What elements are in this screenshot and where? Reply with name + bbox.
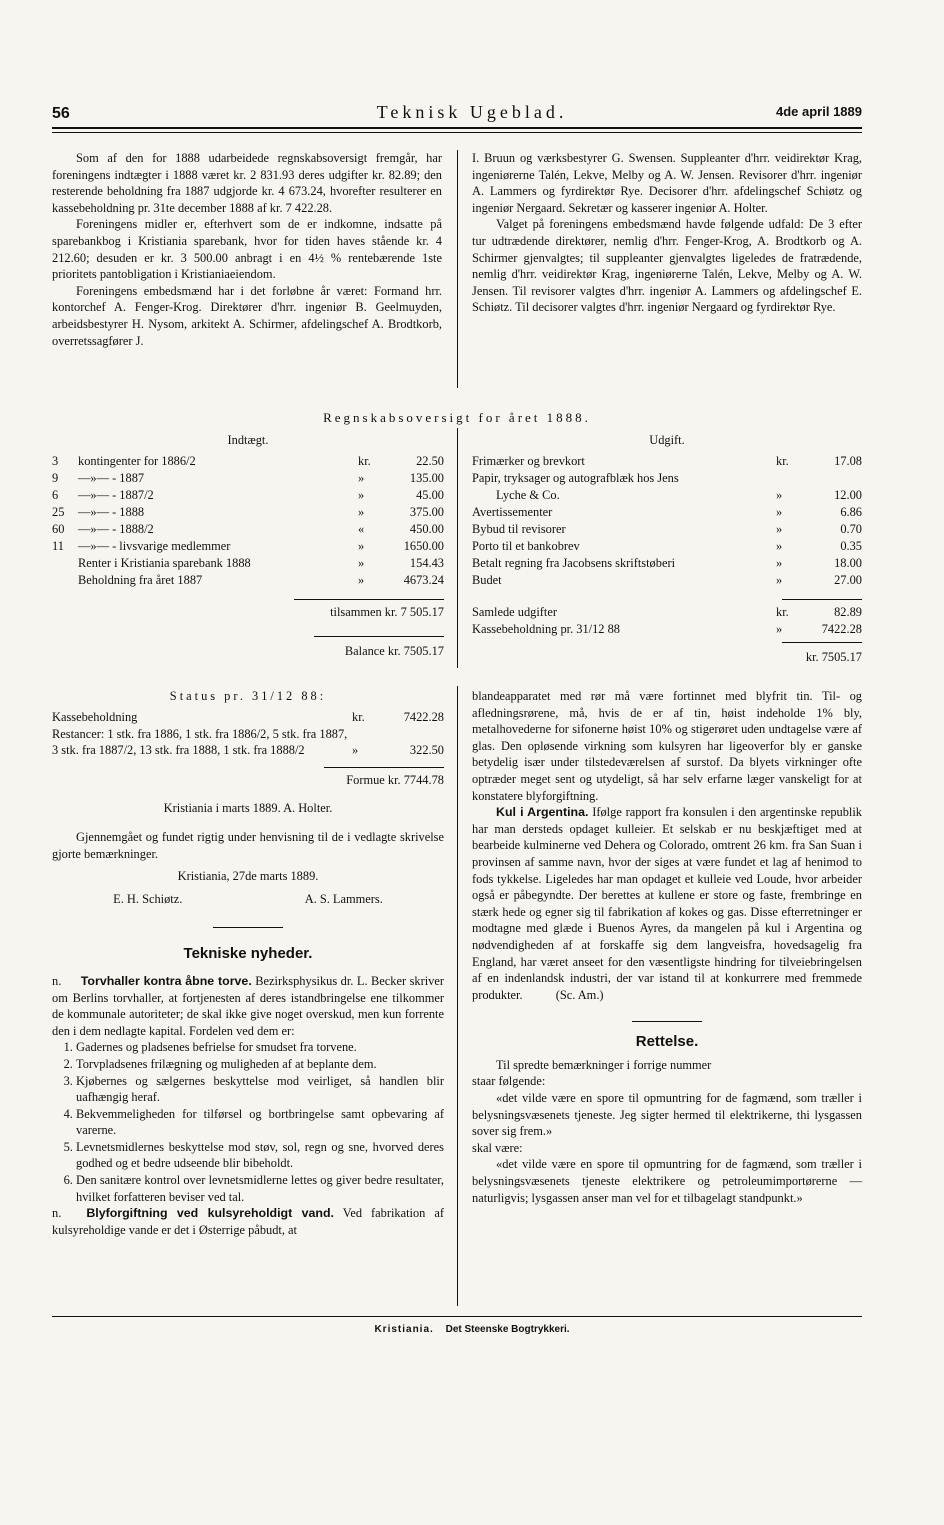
sum-rule [324,767,444,768]
status-unit: kr. [352,709,365,724]
footer-place: Kristiania. [374,1324,434,1335]
row-unit: » [358,487,365,502]
row-count: 25 [52,504,65,519]
row-amount: 7422.28 [821,621,862,636]
income-rows [52,453,444,589]
row-count: 3 [52,453,59,468]
account-row [472,504,862,521]
news-item-title: Blyforgiftning ved kulsyreholdigt vand. [86,1206,334,1221]
row-description: Porto til et bankobrev [472,538,580,553]
row-description: —»— - 1887/2 [78,487,154,502]
row-description: Beholdning fra året 1887 [78,572,203,587]
news-item-title: Kul i Argentina. [496,805,589,820]
row-amount: 450.00 [409,521,444,536]
news-item-title: Torvhaller kontra åbne torve. [80,973,252,988]
account-row [52,487,444,504]
row-count [52,555,78,572]
row-description: Betalt regning fra Jacobsens skriftstøberi [472,555,676,570]
news-item-continuation: blandeapparatet med rør må være fortinnet med blyfrit tin. Til- og afledningsrørene, må, hvis de er af tin, høist indeholde 1% bly, metalhovederne for sifonerne høist 10% og stigerøret uden undtagelse være af glas. Den opløsende virkning som kulsyren har ligeoverfor bly er ganske betydelig især under tilstedeværelsen af surstof. Da blyets virkninger ofte optræder meget sent og utydeligt, så har selv erfarne læger vanskeligt for at konstatere blyforgiftning. [472,689,862,803]
balance-right: kr. 7505.17 [805,649,862,664]
row-unit: » [358,555,365,570]
sum-rule [782,599,862,600]
accounts-title: Regnskabsoversigt for året 1888. [323,410,591,425]
status-amount: 322.50 [409,743,444,758]
news-item-intro [52,1205,444,1238]
news-item-intro [52,973,444,1039]
status-section [52,688,444,1238]
review-date: Kristiania, 27de marts 1889. [177,869,319,884]
right-lower-column [472,688,862,1206]
row-unit: » [358,538,365,553]
account-row [472,487,862,504]
review-text: Gjennemgået og fundet rigtig under henvisning til de i vedlagte skrivelse gjorte bemærkninger. [52,829,444,861]
row-description: Samlede udgifter [472,604,557,619]
row-description: —»— - 1887 [78,470,145,485]
row-unit: » [358,504,365,519]
row-unit: » [776,572,783,587]
expense-rows [472,453,862,589]
row-amount: 22.50 [416,453,444,468]
row-unit: » [776,621,783,636]
section-divider [632,1021,702,1022]
status-rows [52,709,444,759]
sum-rule [314,636,444,637]
correction-label: skal være: [472,1140,523,1155]
row-amount: 12.00 [834,487,862,502]
row-amount: 18.00 [834,555,862,570]
account-row [472,555,862,572]
issue-date: 4de april 1889 [776,104,862,119]
row-count: 9 [52,470,59,485]
balance-left: Balance kr. 7505.17 [344,644,444,659]
status-desc: Kassebeholdning [52,709,138,724]
status-formue: Formue kr. 7744.78 [346,772,444,787]
intro-paragraph: Foreningens midler er, efterhvert som de er indkomne, indsatte på sparebankbog i Kristiania sparebank, hvor for tiden haves stående kr. 4 212.60; desuden er kr. 3 500.00 anbragt i en 4½ % rentebærende 1ste prioritets pantobligation i Kristianiaeiendom. [52,217,442,282]
footer-rule [52,1316,862,1317]
news-list-item: 5. Levnetsmidlernes beskyttelse mod støv, sol, regn og sne, hvorved deres godhed og et bedre udseende blir bibeholdt. [76,1139,444,1172]
news-list-item: 4. Bekvemmeligheden for tilførsel og bortbringelse samt opbevaring af varerne. [76,1106,444,1139]
account-row [52,504,444,521]
news-item-text: Ved fabrikation af kulsyreholdige vande er det i Østerrige påbudt, at [52,1206,445,1237]
intro-paragraph: Som af den for 1888 udarbeidede regnskabsoversigt fremgår, har foreningens indtægter i 1888 været kr. 2 831.93 deres udgifter kr. 82.89; den resterende beholdning fra 1887 udgjorde kr. 4 673.24, hvorefter resulterer en kassebeholdning pr. 31te december 1888 af kr. 7 422.28. [52,151,442,215]
row-description: Lyche & Co. [496,487,560,502]
row-count: 11 [52,538,64,553]
row-unit [776,470,802,487]
journal-title: Teknisk Ugeblad. [376,102,568,122]
income-total: tilsammen kr. 7 505.17 [330,604,444,619]
row-description: Renter i Kristiania sparebank 1888 [78,555,251,570]
correction-intro: Til spredte bemærkninger i forrige nummer [496,1057,712,1072]
row-unit: » [358,572,365,587]
row-unit: » [776,504,783,519]
news-list-item: 6. Den sanitære kontrol over levnetsmidlerne lettes og giver bedre resultater, hvilket forfatteren beviser ved tal. [76,1172,444,1205]
row-description: Papir, tryksager og autografblæk hos Jens [472,470,679,485]
account-row [472,538,862,555]
news-list-item: 3. Kjøbernes og sælgernes beskyttelse mod veirliget, så handlen blir uafhængig heraf. [76,1073,444,1106]
row-count: 6 [52,487,59,502]
intro-paragraph: Foreningens embedsmænd har i det forløbne år været: Formand hrr. kontorchef A. Fenger-Krog. Direktører d'hrr. ingeniør B. Geelmuyden, arbeidsbestyrer H. Nysom, arkitekt A. Schirmer, afdelingschef A. Brodtkorb, overretssagfører J. [52,283,442,348]
footer-imprint [0,1322,944,1339]
status-desc: Restancer: 1 stk. fra 1886, 1 stk. fra 1886/2, 5 stk. fra 1887, 3 stk. fra 1887/2, 13 stk. fra 1888, 1 stk. fra 1888/2 [52,726,348,758]
intro-paragraph: I. Bruun og værksbestyrer G. Swensen. Suppleanter d'hrr. veidirektør Krag, ingeniørerne Talén, Lekve, Melby og A. W. Jensen. Revisorer d'hrr. ingeniør A. Lammers og fyrdirektør Rye. Decisorer d'hrr. afdelingschef Schiøtz og ingeniør Nergaard. Sekretær og kasserer ingeniør A. Holter. [472,151,862,215]
intro-left-column [52,150,442,349]
news-item-argentina [472,804,862,1003]
news-item-text: Ifølge rapport fra konsulen i den argentinske republik har man dersteds opdaget kulleier. Et selskab er nu beskjæftiget med at bearbeide kulminerne ved Dehera og Colorado, omtrent 26 km. fra San Suan i provinsen af samme navn, hvor der siges at være fundet et lag af henimod to fods tykkelse. Ligeledes har man opdaget et kulleie ved Loude, hvor arbeider også er påbegyndte. Der berettes at kullene er store og faste, frembringe en stærk hede og egner sig til fabrikation af kokes og gas. Disse efterretninger er modtagne med glæde i Buenos Ayres, da mangelen på kul i Argentina og nødvendigheden af at forskaffe sig dem langveisfra, hovedsagelig fra England, har været anseet for den væsentligste hindring for tilveiebringelsen af en indenlandsk industri, der var istand til at konkurrere med fremmede produkter. [472,805,862,1002]
header-rule [52,127,862,129]
column-divider [457,686,458,1306]
row-unit: kr. [358,453,371,468]
news-list [52,1039,444,1205]
income-heading: Indtægt. [227,433,269,447]
row-amount [802,470,862,487]
sum-rule [782,642,862,643]
row-amount: 6.86 [840,504,862,519]
account-row [52,453,444,470]
accounts-divider [457,428,458,668]
row-description: —»— - livsvarige medlemmer [78,538,231,553]
header-rule-thin [52,132,862,133]
row-amount: 45.00 [416,487,444,502]
intro-paragraph: Valget på foreningens embedsmænd havde følgende udfald: De 3 efter tur udtrædende direktører, nemlig d'hrr. Fenger-Krog, A. Brodtkorb og A. Schirmer gjenvalgtes; til suppleanter gjenvalgtes ligeledes de fratrædende, nemlig d'hrr. veidirektør Krag, ingeniørerne Talén, Lekve, Melby og A. W. Jensen. Til revisorer valgtes d'hrr. ingeniør A. Lammers og afdelingschef E. Schiøtz. Til decisorer valgtes d'hrr. ingeniør Nergaard og fyrdirektør Rye. [472,217,862,315]
news-list-item: 2. Torvpladsenes frilægning og muligheden af at beplante dem. [76,1056,444,1073]
news-item-prefix: n. [52,973,62,988]
row-unit: » [776,538,783,553]
row-amount: 1650.00 [403,538,444,553]
row-description: Kassebeholdning pr. 31/12 88 [472,621,620,636]
page-number: 56 [52,105,70,122]
row-amount: 27.00 [834,572,862,587]
status-amount: 7422.28 [403,709,444,724]
row-amount: 17.08 [834,453,862,468]
reviewer-name: E. H. Schiøtz. [113,891,183,906]
account-row [52,572,444,589]
correction-quote: «det vilde være en spore til opmuntring for de fagmænd, som træller i belysningsvæsenets tjeneste. Jeg sigter hermed til elektrikerne, thi lysgassen sover sig frem.» [472,1091,862,1139]
row-amount: 82.89 [834,604,862,619]
row-amount: 0.70 [840,521,862,536]
row-unit: » [776,487,783,502]
status-signature: Kristiania i marts 1889. A. Holter. [163,801,333,816]
reviewer-names [52,891,444,908]
row-unit: » [776,555,783,570]
row-count: 60 [52,521,65,536]
footer-printer: Det Steenske Bogtrykkeri. [445,1324,570,1335]
account-row [472,521,862,538]
status-unit: » [352,743,359,758]
status-title: Status pr. 31/12 88: [169,689,327,703]
row-unit: » [776,521,783,536]
row-description: Budet [472,572,502,587]
news-item-text: Bezirksphysikus dr. L. Becker skriver om Berlins torvhaller, at fortjenesten af deres istandbringelse ene tilkommer de kommunale autoriteter; de skal ikke give noget overskud, men kun forrente den i dem nedlagte kapital. Fordelen ved dem er: [52,973,444,1038]
account-row [472,470,862,487]
section-divider [213,927,283,928]
correction-quote: «det vilde være en spore til opmuntring for de fagmænd, som træller i belysningsvæsenets tjeneste elektrikere og petroleumimportørerne — naturligvis; lysgassen anser man vel for et tilbagelagt standpunkt.» [472,1157,862,1205]
income-table [52,432,444,660]
reviewer-name: A. S. Lammers. [304,891,383,906]
correction-heading: Rettelse. [635,1033,699,1051]
account-row [52,470,444,487]
expense-heading: Udgift. [649,433,685,447]
row-amount: 375.00 [409,504,444,519]
sum-rule [294,599,444,600]
row-amount: 4673.24 [403,572,444,587]
row-description: kontingenter for 1886/2 [78,453,196,468]
column-divider [457,150,458,388]
intro-right-column [472,150,862,316]
news-item-source: (Sc. Am.) [555,987,604,1002]
row-unit: kr. [776,453,789,468]
correction-label: staar følgende: [472,1074,546,1089]
row-description: Bybud til revisorer [472,521,566,536]
account-row [472,453,862,470]
account-row [52,521,444,538]
row-amount: 0.35 [840,538,862,553]
row-description: —»— - 1888/2 [78,521,154,536]
account-row [472,572,862,589]
row-unit: kr. [776,604,789,619]
row-description: Frimærker og brevkort [472,453,585,468]
row-description: —»— - 1888 [78,504,145,519]
account-row [52,538,444,555]
news-item-prefix: n. [52,1206,62,1221]
account-row [52,555,444,572]
row-unit: » [358,470,365,485]
row-count [52,572,78,589]
row-amount: 135.00 [409,470,444,485]
news-heading: Tekniske nyheder. [183,945,313,963]
row-description: Avertissementer [472,504,553,519]
row-unit: « [358,521,365,536]
news-list-item: 1. Gadernes og pladsenes befrielse for smudset fra torvene. [76,1039,444,1056]
expense-table [472,432,862,665]
expense-total-rows [472,604,862,638]
account-row [472,621,862,638]
row-amount: 154.43 [409,555,444,570]
account-row [472,604,862,621]
